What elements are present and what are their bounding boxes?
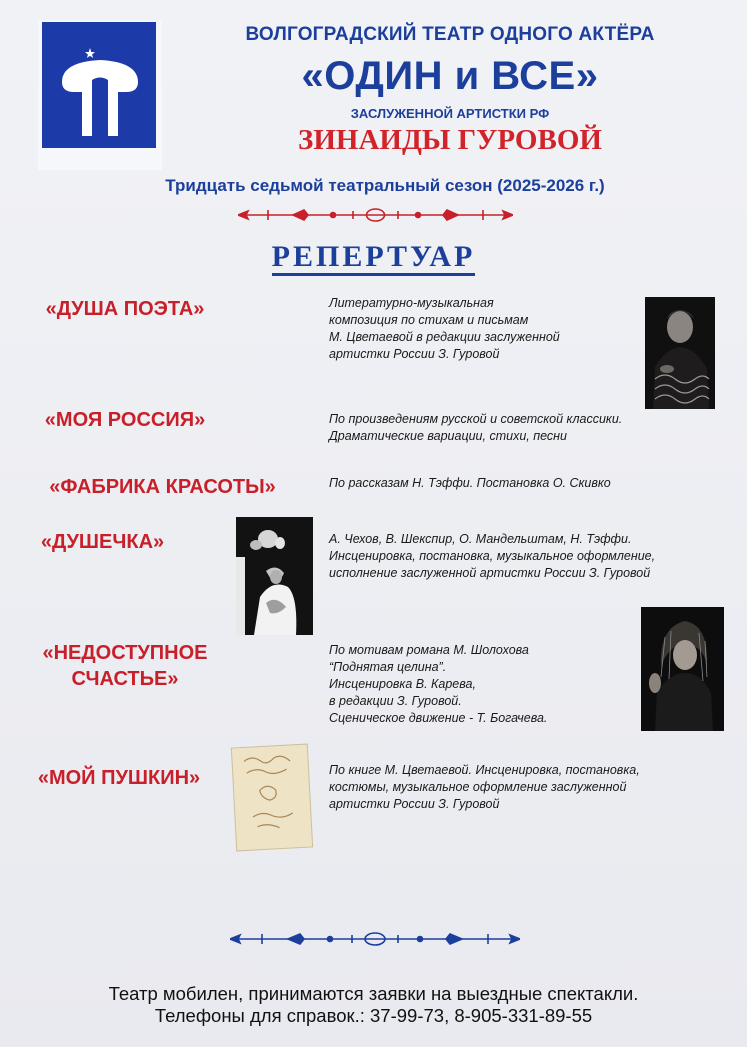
actress-name: ЗИНАИДЫ ГУРОВОЙ [298, 124, 602, 156]
book-cover-moy-pushkin [229, 742, 314, 853]
show-desc-dushechka: А. Чехов, В. Шекспир, О. Мандельштам, Н. Тэффи. Инсценировка, постановка, музыкальное оформление, исполнение заслуженной артистки России З. Гуровой [329, 532, 656, 580]
honor-title: ЗАСЛУЖЕННОЙ АРТИСТКИ РФ [350, 106, 550, 121]
show-title-fabrika-krasoty: «ФАБРИКА КРАСОТЫ» [49, 476, 276, 498]
show-title-moya-rossiya: «МОЯ РОССИЯ» [44, 409, 206, 431]
organization-name: ВОЛГОГРАДСКИЙ ТЕАТР ОДНОГО АКТЁРА [245, 24, 655, 45]
show-desc-nedostupnoe-schastye: По мотивам романа М. Шолохова “Поднятая целина”. Инсценировка В. Карева, в редакции З. Гуровой. Сценическое движение - Т. Богачева. [329, 643, 548, 725]
ornament-top [238, 207, 513, 223]
photo-nedostupnoe-schastye [641, 607, 724, 731]
season-line: Тридцать седьмой театральный сезон (2025-2026 г.) [165, 176, 605, 195]
photo-dushechka [236, 517, 313, 635]
show-desc-moya-rossiya: По произведениям русской и советской классики. Драматические вариации, стихи, песни [329, 412, 623, 443]
show-title-dushechka: «ДУШЕЧКА» [40, 531, 165, 553]
show-title-nedostupnoe-schastye: «НЕДОСТУПНОЕ СЧАСТЬЕ» [42, 642, 208, 690]
ornament-bottom [230, 931, 520, 947]
show-desc-fabrika-krasoty: По рассказам Н. Тэффи. Постановка О. Скивко [329, 476, 611, 490]
footer-mobile-note: Театр мобилен, принимаются заявки на выездные спектакли. [108, 983, 639, 1004]
theatre-name: «ОДИН и ВСЕ» [301, 54, 599, 98]
photo-dusha-poeta [645, 297, 715, 409]
repertoire-heading: РЕПЕРТУАР [0, 240, 747, 274]
show-title-moy-pushkin: «МОЙ ПУШКИН» [37, 767, 201, 789]
footer-phones: Телефоны для справок.: 37-99-73, 8-905-331-89-55 [154, 1005, 593, 1026]
show-title-dusha-poeta: «ДУША ПОЭТА» [45, 298, 205, 320]
show-desc-dusha-poeta: Литературно-музыкальная композиция по стихам и письмам М. Цветаевой в редакции заслуженной артистки России З. Гуровой [329, 296, 560, 361]
theatre-logo [38, 20, 162, 170]
show-desc-moy-pushkin: По книге М. Цветаевой. Инсценировка, постановка, костюмы, музыкальное оформление заслуженной артистки России З. Гуровой [329, 763, 640, 811]
